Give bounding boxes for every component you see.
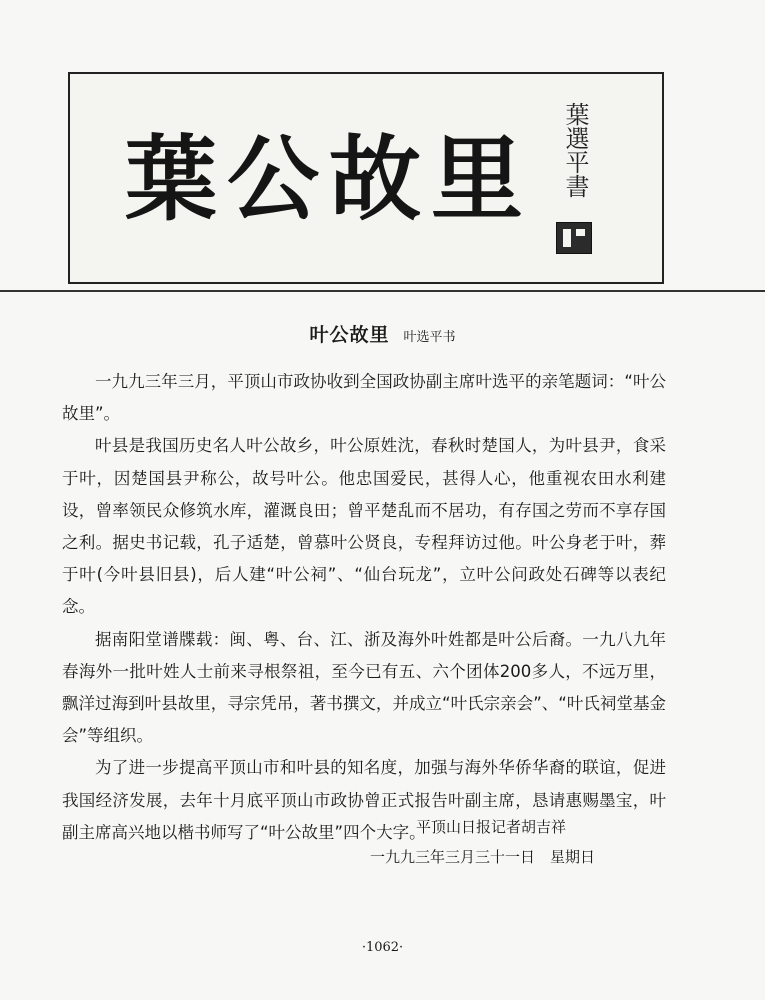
calligraphy-signature: 葉選平書: [561, 102, 589, 198]
reporter-signature: 平顶山日报记者胡吉祥: [416, 818, 567, 836]
article-date: 一九九三年三月三十一日 星期日: [370, 848, 596, 866]
article-author: 叶选平书: [403, 330, 456, 345]
calligraphy-box: [68, 72, 664, 284]
article-title: 叶公故里: [309, 324, 390, 346]
paragraph: 据南阳堂谱牒载：闽、粤、台、江、浙及海外叶姓都是叶公后裔。一九八九年春海外一批叶姓人士前来寻根祭祖，至今已有五、六个团体200多人，不远万里，飘洋过海到叶县故里，寻宗凭吊，著书撰文，并成立“叶氏宗亲会”、“叶氏祠堂基金会”等组织。: [62, 629, 666, 746]
paragraph: 一九九三年三月，平顶山市政协收到全国政协副主席叶选平的亲笔题词：“叶公故里”。: [62, 372, 666, 424]
paragraph: 叶县是我国历史名人叶公故乡，叶公原姓沈，春秋时楚国人，为叶县尹，食采于叶，因楚国县尹称公，故号叶公。他忠国爱民，甚得人心，他重视农田水利建设，曾率领民众修筑水库，灌溉良田；曾平楚乱而不居功，有存国之劳而不享存国之利。据史书记载，孔子适楚，曾慕叶公贤良，专程拜访过他。叶公身老于叶，葬于叶(今叶县旧县)，后人建“叶公祠”、“仙台玩龙”，立叶公问政处石碑等以表纪念。: [62, 436, 666, 617]
article-heading: [0, 320, 765, 347]
calligraphy-title: 葉公故里: [125, 125, 534, 233]
seal-stamp-icon: [556, 222, 592, 254]
article-body: [62, 366, 666, 849]
page-number: ·1062·: [361, 940, 404, 955]
horizontal-divider: [0, 290, 765, 292]
paragraph: 为了进一步提高平顶山市和叶县的知名度，加强与海外华侨华裔的联谊，促进我国经济发展，去年十月底平顶山市政协曾正式报告叶副主席，恳请惠赐墨宝，叶副主席高兴地以楷书师写了“叶公故里”四个大字。: [62, 758, 666, 842]
